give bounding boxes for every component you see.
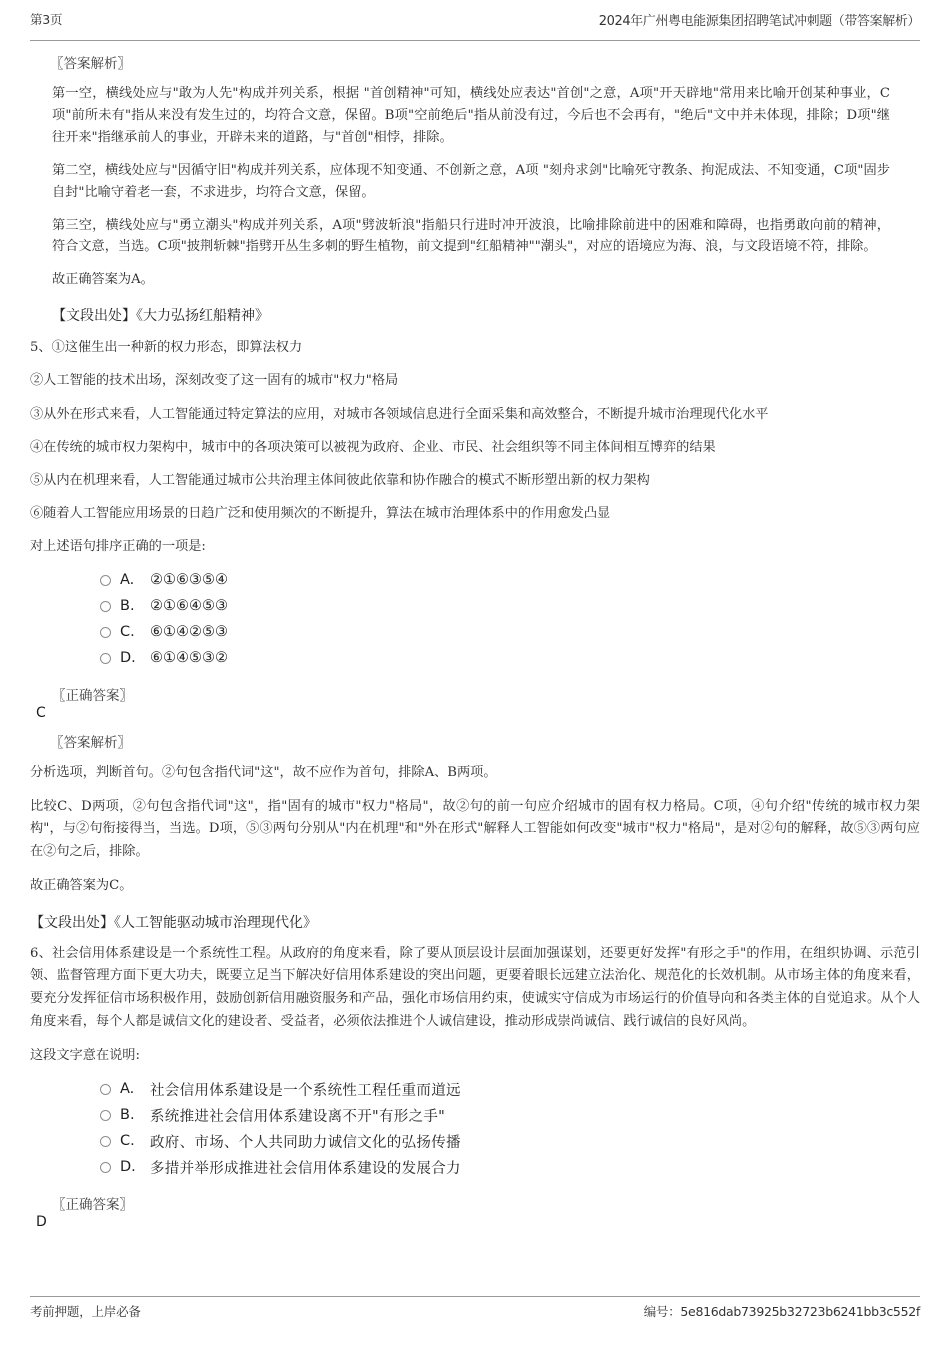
q4-analysis-heading: 〖答案解析〗 [50,56,131,72]
q6-question-prompt: 这段文字意在说明: [30,1048,140,1064]
radio-button-icon[interactable] [100,1162,111,1173]
q6-option-a[interactable] [100,1076,950,1102]
q6-option-a-text: 社会信用体系建设是一个系统性工程任重而道远 [150,1082,461,1099]
document-title: 2024年广州粤电能源集团招聘笔试冲刺题（带答案解析） [598,14,920,29]
page-header [30,10,920,41]
radio-button-icon[interactable] [100,1084,111,1095]
page-footer [30,1296,920,1320]
q5-analysis-paragraph-2: 比较C、D两项，②句包含指代词"这"，指"固有的城市"权力"格局"，故②句的前一句应介绍城市的固有权力格局。C项，④句介绍"传统的城市权力架构"，与②句衔接得当，当选。D项，⑤③两句分别从"内在机理"和"外在形式"解释人工智能如何改变"城市"权力"格局"，是对②句的解释，故⑤③两句应在②句之后，排除。 [30,798,920,860]
q5-option-b-letter: B. [120,598,135,615]
radio-button-icon[interactable] [100,627,111,638]
radio-button-icon[interactable] [100,575,111,586]
q5-answer-value: C [36,705,46,722]
q6-option-c-letter: C. [120,1133,135,1150]
q5-option-a-text: ②①⑥③⑤④ [150,572,228,589]
page-number-label: 第3页 [30,12,63,27]
footer-document-code: 编号：5e816dab73925b32723b6241bb3c552f [643,1304,920,1319]
q5-analysis-paragraph-1: 分析选项，判断首句。②句包含指代词"这"，故不应作为首句，排除A、B两项。 [30,765,497,781]
radio-button-icon[interactable] [100,1110,111,1121]
q5-source-label: 【文段出处】《人工智能驱动城市治理现代化》 [30,914,317,931]
radio-button-icon[interactable] [100,653,111,664]
q6-option-a-letter: A. [120,1081,135,1098]
q4-analysis-paragraph-2: 第二空，横线处应与"因循守旧"构成并列关系，应体现不知变通、不创新之意，A项 "刻舟求剑"比喻死守教条、拘泥成法、不知变通，C项"固步自封"比喻守着老一套，不求进步，均符合文意，保留。 [52,162,890,200]
q4-analysis-paragraph-1: 第一空，横线处应与"敢为人先"构成并列关系，根据 "首创精神"可知，横线处应表达"首创"之意，A项"开天辟地"常用来比喻开创某种事业，C项"前所未有"指从来没有发生过的，均符合文意，保留。B项"空前绝后"指从前没有过，今后也不会再有，"绝后"文中并未体现，排除；D项"继往开来"指继承前人的事业，开辟未来的道路，与"首创"相悖，排除。 [52,86,890,145]
q5-stem-line-3: ③从外在形式来看，人工智能通过特定算法的应用，对城市各领域信息进行全面采集和高效整合，不断提升城市治理现代化水平 [30,406,769,422]
q5-option-c-letter: C. [120,624,135,641]
q6-option-d-text: 多措并举形成推进社会信用体系建设的发展合力 [150,1160,461,1177]
radio-button-icon[interactable] [100,601,111,612]
document-body [0,40,950,1232]
q6-answer-label: 〖正确答案〗 [52,1197,133,1214]
q5-stem-line-1: 5、①这催生出一种新的权力形态，即算法权力 [30,340,303,356]
footer-slogan: 考前押题，上岸必备 [30,1304,141,1319]
q6-option-d[interactable] [100,1154,950,1180]
q6-option-d-letter: D. [120,1159,136,1176]
q5-stem-line-6: ⑥随着人工智能应用场景的日趋广泛和使用频次的不断提升，算法在城市治理体系中的作用愈发凸显 [30,505,611,521]
q4-analysis-paragraph-3: 第三空，横线处应与"勇立潮头"构成并列关系，A项"劈波斩浪"指船只行进时冲开波浪，比喻排除前进中的困难和障碍，也指勇敢向前的精神，符合文意，当选。C项"披荆斩棘"指劈开丛生多刺的野生植物，前文提到"红船精神""潮头"，对应的语境应为海、浪，与文段语境不符，排除。 [52,217,890,255]
q6-stem: 6、社会信用体系建设是一个系统性工程。从政府的角度来看，除了要从顶层设计层面加强谋划，还要更好发挥"有形之手"的作用，在组织协调、示范引领、监督管理方面下更大功夫，既要立足当下解决好信用体系建设的突出问题，更要着眼长远建立法治化、规范化的长效机制。从市场主体的角度来看，要充分发挥征信市场积极作用，鼓励创新信用融资服务和产品，强化市场信用约束，使诚实守信成为市场运行的价值导向和各类主体的自觉追求。从个人角度来看，每个人都是诚信文化的建设者、受益者，必须依法推进个人诚信建设，推动形成崇尚诚信、践行诚信的良好风尚。 [30,945,920,1029]
q5-analysis-heading: 〖答案解析〗 [50,735,131,752]
q5-option-b[interactable] [100,593,950,619]
q5-answer-label: 〖正确答案〗 [52,688,133,705]
q5-option-b-text: ②①⑥④⑤③ [150,598,228,615]
q5-option-d-text: ⑥①④⑤③② [150,650,228,667]
q5-analysis-conclusion: 故正确答案为C。 [30,877,133,893]
q5-stem-line-4: ④在传统的城市权力架构中，城市中的各项决策可以被视为政府、企业、市民、社会组织等不同主体间相互博弈的结果 [30,439,716,455]
q6-option-b-text: 系统推进社会信用体系建设离不开"有形之手" [150,1108,446,1125]
q5-option-c[interactable] [100,619,950,645]
radio-button-icon[interactable] [100,1136,111,1147]
q6-option-c-text: 政府、市场、个人共同助力诚信文化的弘扬传播 [150,1134,461,1151]
q5-stem-line-5: ⑤从内在机理来看，人工智能通过城市公共治理主体间彼此依靠和协作融合的模式不断形塑出新的权力架构 [30,472,650,488]
q4-source-label: 【文段出处】《大力弘扬红船精神》 [52,308,269,325]
q4-analysis-conclusion: 故正确答案为A。 [52,272,154,288]
q5-option-d[interactable] [100,645,950,671]
q5-options-group [100,567,950,671]
q6-option-b-letter: B. [120,1107,135,1124]
q5-option-a[interactable] [100,567,950,593]
q5-option-a-letter: A. [120,572,135,589]
q6-answer-value: D [36,1214,47,1231]
q6-option-b[interactable] [100,1102,950,1128]
q5-question-prompt: 对上述语句排序正确的一项是: [30,539,206,554]
q6-options-group [100,1076,950,1180]
q6-option-c[interactable] [100,1128,950,1154]
q5-stem-line-2: ②人工智能的技术出场，深刻改变了这一固有的城市"权力"格局 [30,373,399,389]
q5-option-d-letter: D. [120,650,136,667]
q5-option-c-text: ⑥①④②⑤③ [150,624,228,641]
